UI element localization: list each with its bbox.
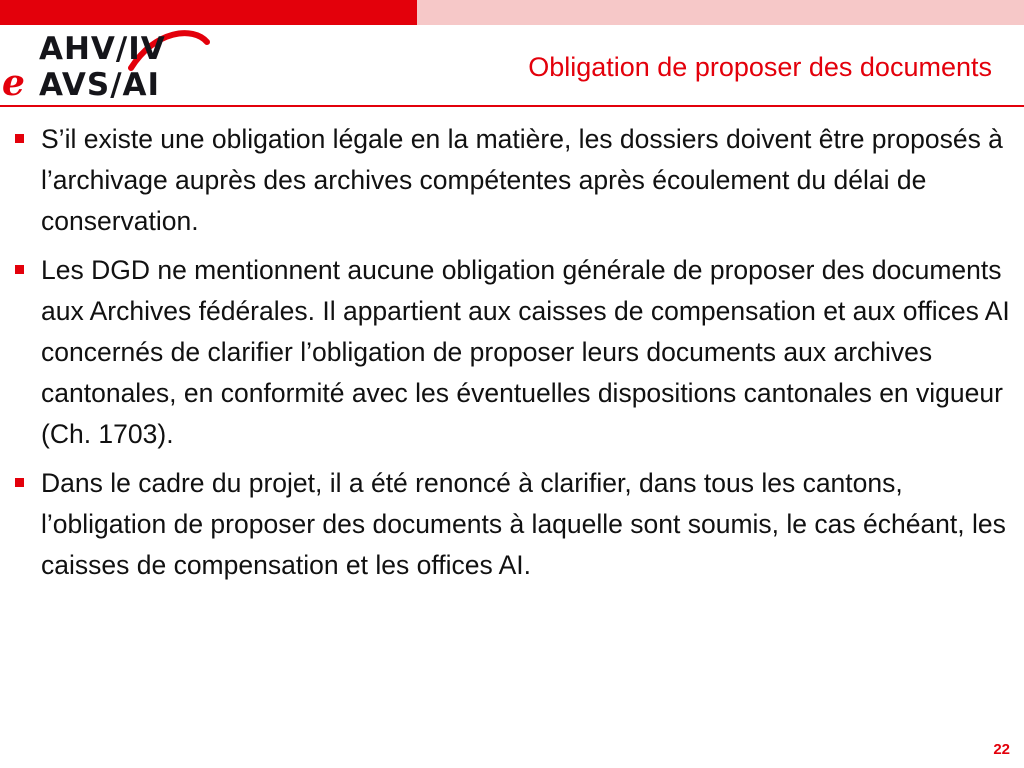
logo-text-ahv: AHV/IV — [39, 31, 166, 67]
bullet-item — [14, 250, 1014, 455]
bullet-list — [14, 119, 1014, 594]
bullet-square-icon — [15, 265, 24, 274]
bullet-square-icon — [15, 134, 24, 143]
bullet-text: S’il existe une obligation légale en la matière, les dossiers doivent être proposés à l’archivage auprès des archives compétentes après écoulement du délai de conservation. — [41, 124, 1003, 236]
logo-e-mark: e — [2, 62, 25, 104]
bullet-item — [14, 119, 1014, 242]
header-bar-pink — [417, 0, 1024, 25]
header-bar-red — [0, 0, 417, 25]
bullet-text: Dans le cadre du projet, il a été renoncé à clarifier, dans tous les cantons, l’obligation de proposer des documents à laquelle sont soumis, le cas échéant, les caisses de compensation et les offices AI. — [41, 468, 1006, 580]
page-number: 22 — [993, 741, 1010, 758]
ahv-avs-logo — [2, 28, 217, 108]
bullet-item — [14, 463, 1014, 586]
bullet-square-icon — [15, 478, 24, 487]
logo-text-avs: AVS/AI — [39, 67, 161, 103]
header-divider — [0, 105, 1024, 107]
bullet-text: Les DGD ne mentionnent aucune obligation générale de proposer des documents aux Archives fédérales. Il appartient aux caisses de compensation et aux offices AI concernés de clarifier l’obligation de proposer leurs documents aux archives cantonales, en conformité avec les éventuelles dispositions cantonales en vigueur (Ch. 1703). — [41, 255, 1010, 449]
slide-title: Obligation de proposer des documents — [528, 52, 992, 82]
